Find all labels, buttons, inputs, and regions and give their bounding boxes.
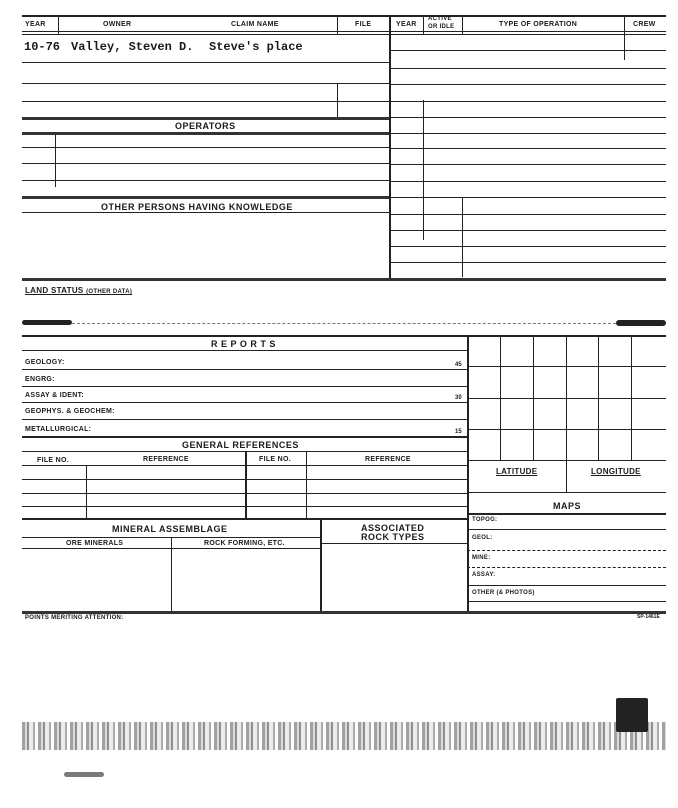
year-column-header: YEAR <box>25 21 46 28</box>
report-geology-label: GEOLOGY: <box>25 359 65 366</box>
operators-heading: OPERATORS <box>175 121 236 131</box>
maps-mine-label: MINE: <box>472 555 491 561</box>
crew-column-header: CREW <box>633 21 656 28</box>
latitude-label: LATITUDE <box>496 467 538 476</box>
refs-file-no-2-header: FILE NO. <box>259 456 291 463</box>
scan-smudge <box>64 772 104 777</box>
refs-reference-1-header: REFERENCE <box>143 456 189 463</box>
year2-column-header: YEAR <box>396 21 417 28</box>
maps-heading: MAPS <box>553 501 582 511</box>
maps-other-label: OTHER (& PHOTOS) <box>472 590 535 596</box>
report-geology-number: 45 <box>455 362 462 368</box>
general-references-heading: GENERAL REFERENCES <box>182 440 299 450</box>
scan-noise-band <box>22 722 666 750</box>
report-metallurgical-label: METALLURGICAL: <box>25 426 92 433</box>
report-assay-number: 30 <box>455 395 462 401</box>
scan-mark-right <box>616 320 666 326</box>
rock-forming-header: ROCK FORMING, ETC. <box>204 540 285 547</box>
owner-column-header: OWNER <box>103 21 132 28</box>
report-engrg-label: ENGRG: <box>25 376 55 383</box>
form-number: SP-1461E <box>637 614 660 620</box>
refs-reference-2-header: REFERENCE <box>365 456 411 463</box>
file-column-header: FILE <box>355 21 372 28</box>
claim-name-column-header: CLAIM NAME <box>231 21 279 28</box>
maps-assay-label: ASSAY: <box>472 572 496 578</box>
report-assay-label: ASSAY & IDENT: <box>25 392 85 399</box>
entry-claim-name: Steve's place <box>209 40 303 54</box>
active-column-header: ACTIVE <box>428 16 452 22</box>
type-of-operation-column-header: TYPE OF OPERATION <box>499 21 578 28</box>
rock-types-heading: ROCK TYPES <box>361 532 425 542</box>
reports-heading: R E P O R T S <box>211 339 276 349</box>
maps-geol-label: GEOL: <box>472 535 493 541</box>
report-geophys-label: GEOPHYS. & GEOCHEM: <box>25 408 115 415</box>
ore-minerals-header: ORE MINERALS <box>66 540 124 547</box>
land-status-heading: LAND STATUS (OTHER DATA) <box>25 286 133 295</box>
scan-mark-left <box>22 320 72 325</box>
points-meriting-attention-label: POINTS MERITING ATTENTION: <box>25 615 124 621</box>
or-idle-column-header: OR IDLE <box>428 24 455 30</box>
longitude-label: LONGITUDE <box>591 467 641 476</box>
maps-topog-label: TOPOG: <box>472 517 498 523</box>
report-metallurgical-number: 15 <box>455 429 462 435</box>
scan-block-right <box>616 698 648 732</box>
entry-owner: Valley, Steven D. <box>71 40 194 54</box>
other-persons-heading: OTHER PERSONS HAVING KNOWLEDGE <box>101 202 293 212</box>
mineral-assemblage-heading: MINERAL ASSEMBLAGE <box>112 524 228 534</box>
entry-year: 10-76 <box>24 40 61 54</box>
refs-file-no-1-header: FILE NO. <box>37 457 69 464</box>
associated-heading: ASSOCIATED <box>361 523 425 533</box>
